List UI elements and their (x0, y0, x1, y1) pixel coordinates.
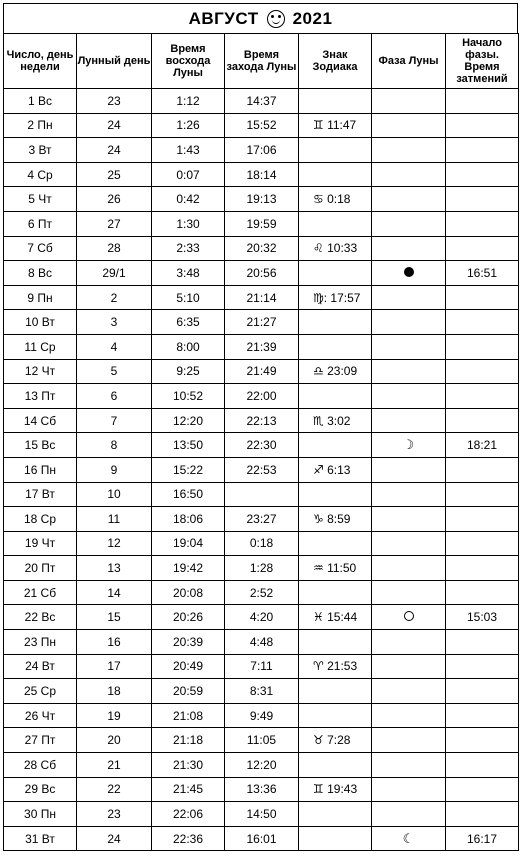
table-row (4, 531, 519, 556)
lunar-day-cell: 9 (77, 457, 152, 482)
date-cell: 12 Чт (4, 359, 77, 384)
phase-time-cell (446, 802, 519, 827)
phase-cell (372, 359, 446, 384)
lunar-day-cell: 26 (77, 187, 152, 212)
header-phase: Фаза Луны (372, 34, 446, 89)
date-cell: 23 Пн (4, 630, 77, 655)
date-cell: 17 Вт (4, 482, 77, 507)
date-cell: 30 Пн (4, 802, 77, 827)
moon-face-icon (267, 10, 285, 28)
zodiac-cell (299, 384, 372, 409)
table-row (4, 310, 519, 335)
phase-cell (372, 138, 446, 163)
lunar-day-cell: 23 (77, 802, 152, 827)
date-cell: 9 Пн (4, 285, 77, 310)
moonset-cell: 20:32 (225, 236, 299, 261)
moonrise-cell: 16:50 (152, 482, 225, 507)
phase-time-cell (446, 753, 519, 778)
table-row (4, 113, 519, 138)
moonrise-cell: 10:52 (152, 384, 225, 409)
lunar-day-cell: 8 (77, 433, 152, 458)
phase-time-cell (446, 531, 519, 556)
phase-cell (372, 113, 446, 138)
lunar-day-cell: 27 (77, 211, 152, 236)
moonset-cell: 20:56 (225, 261, 299, 286)
moonrise-cell: 1:30 (152, 211, 225, 236)
date-cell: 2 Пн (4, 113, 77, 138)
table-row (4, 826, 519, 851)
phase-cell (372, 630, 446, 655)
phase-cell (372, 482, 446, 507)
zodiac-cell: ♓ 15:44 (299, 605, 372, 630)
zodiac-cell: ♊ 11:47 (299, 113, 372, 138)
date-cell: 31 Вт (4, 826, 77, 851)
zodiac-cell (299, 802, 372, 827)
zodiac-cell: ♊ 19:43 (299, 777, 372, 802)
moonset-cell: 7:11 (225, 654, 299, 679)
header-moonset: Время захода Луны (225, 34, 299, 89)
table-row (4, 802, 519, 827)
moonset-cell: 1:28 (225, 556, 299, 581)
phase-time-cell (446, 654, 519, 679)
moonrise-cell: 20:08 (152, 580, 225, 605)
zodiac-cell (299, 334, 372, 359)
table-row (4, 384, 519, 409)
moonrise-cell: 22:36 (152, 826, 225, 851)
lunar-day-cell: 5 (77, 359, 152, 384)
phase-cell (372, 580, 446, 605)
lunar-day-cell: 15 (77, 605, 152, 630)
moonrise-cell: 2:33 (152, 236, 225, 261)
date-cell: 6 Пт (4, 211, 77, 236)
moonset-cell: 19:13 (225, 187, 299, 212)
moonset-cell: 13:36 (225, 777, 299, 802)
moonset-cell: 2:52 (225, 580, 299, 605)
phase-time-cell (446, 89, 519, 114)
zodiac-cell (299, 753, 372, 778)
moonset-cell: 21:14 (225, 285, 299, 310)
table-row (4, 334, 519, 359)
date-cell: 8 Вс (4, 261, 77, 286)
moonrise-cell: 8:00 (152, 334, 225, 359)
header-zodiac: Знак Зодиака (299, 34, 372, 89)
phase-time-cell (446, 482, 519, 507)
phase-time-cell (446, 728, 519, 753)
moonset-cell: 23:27 (225, 507, 299, 532)
lunar-calendar (3, 3, 518, 851)
first-quarter-moon-icon: ☽ (402, 437, 415, 453)
date-cell: 18 Ср (4, 507, 77, 532)
phase-cell (372, 408, 446, 433)
date-cell: 21 Сб (4, 580, 77, 605)
phase-cell (372, 753, 446, 778)
zodiac-cell (299, 162, 372, 187)
table-row (4, 507, 519, 532)
table-row (4, 359, 519, 384)
phase-cell (372, 89, 446, 114)
date-cell: 24 Вт (4, 654, 77, 679)
zodiac-cell (299, 261, 372, 286)
phase-cell (372, 334, 446, 359)
date-cell: 22 Вс (4, 605, 77, 630)
table-row (4, 285, 519, 310)
zodiac-cell: ♑ 8:59 (299, 507, 372, 532)
date-cell: 1 Вс (4, 89, 77, 114)
moonset-cell: 8:31 (225, 679, 299, 704)
header-lunar-day: Лунный день (77, 34, 152, 89)
phase-time-cell (446, 556, 519, 581)
phase-cell (372, 507, 446, 532)
phase-time-cell (446, 703, 519, 728)
moonset-cell: 22:30 (225, 433, 299, 458)
phase-time-cell (446, 777, 519, 802)
phase-time-cell: 15:03 (446, 605, 519, 630)
moonset-cell: 14:50 (225, 802, 299, 827)
zodiac-cell (299, 138, 372, 163)
date-cell: 25 Ср (4, 679, 77, 704)
moonset-cell: 4:48 (225, 630, 299, 655)
moonset-cell: 12:20 (225, 753, 299, 778)
header-row (4, 34, 519, 89)
lunar-table (3, 33, 519, 851)
moonset-cell: 19:59 (225, 211, 299, 236)
moonrise-cell: 1:43 (152, 138, 225, 163)
phase-cell (372, 187, 446, 212)
zodiac-cell: ♉ 7:28 (299, 728, 372, 753)
phase-time-cell (446, 580, 519, 605)
table-row (4, 211, 519, 236)
lunar-day-cell: 3 (77, 310, 152, 335)
month-label: АВГУСТ (188, 8, 259, 28)
lunar-day-cell: 24 (77, 138, 152, 163)
table-row (4, 261, 519, 286)
moonset-cell: 0:18 (225, 531, 299, 556)
phase-cell (372, 384, 446, 409)
zodiac-cell: ♏ 3:02 (299, 408, 372, 433)
moonset-cell: 9:49 (225, 703, 299, 728)
date-cell: 10 Вт (4, 310, 77, 335)
table-row (4, 630, 519, 655)
moonset-cell: 16:01 (225, 826, 299, 851)
full-moon-icon (404, 611, 414, 621)
header-date: Число, день недели (4, 34, 77, 89)
date-cell: 5 Чт (4, 187, 77, 212)
phase-time-cell: 18:21 (446, 433, 519, 458)
moonrise-cell: 12:20 (152, 408, 225, 433)
phase-cell (372, 162, 446, 187)
zodiac-cell: ♋ 0:18 (299, 187, 372, 212)
table-row (4, 482, 519, 507)
zodiac-cell (299, 826, 372, 851)
table-row (4, 433, 519, 458)
table-row (4, 236, 519, 261)
moonset-cell: 11:05 (225, 728, 299, 753)
date-cell: 29 Вс (4, 777, 77, 802)
moonrise-cell: 18:06 (152, 507, 225, 532)
phase-time-cell (446, 457, 519, 482)
lunar-day-cell: 6 (77, 384, 152, 409)
lunar-day-cell: 17 (77, 654, 152, 679)
header-moonrise: Время восхода Луны (152, 34, 225, 89)
moonset-cell: 15:52 (225, 113, 299, 138)
table-row (4, 753, 519, 778)
moonset-cell: 22:53 (225, 457, 299, 482)
table-row (4, 162, 519, 187)
phase-cell (372, 826, 446, 851)
moonrise-cell: 20:59 (152, 679, 225, 704)
moonrise-cell: 9:25 (152, 359, 225, 384)
phase-cell (372, 605, 446, 630)
lunar-day-cell: 19 (77, 703, 152, 728)
new-moon-icon (404, 267, 414, 277)
moonrise-cell: 21:30 (152, 753, 225, 778)
zodiac-cell (299, 89, 372, 114)
date-cell: 7 Сб (4, 236, 77, 261)
phase-cell (372, 802, 446, 827)
zodiac-cell (299, 531, 372, 556)
phase-cell (372, 654, 446, 679)
lunar-day-cell: 16 (77, 630, 152, 655)
phase-cell (372, 433, 446, 458)
zodiac-cell (299, 310, 372, 335)
moonset-cell: 22:00 (225, 384, 299, 409)
zodiac-cell (299, 630, 372, 655)
lunar-day-cell: 14 (77, 580, 152, 605)
moonset-cell: 17:06 (225, 138, 299, 163)
date-cell: 19 Чт (4, 531, 77, 556)
moonset-cell: 4:20 (225, 605, 299, 630)
phase-cell (372, 211, 446, 236)
moonrise-cell: 19:04 (152, 531, 225, 556)
phase-cell (372, 679, 446, 704)
lunar-day-cell: 7 (77, 408, 152, 433)
lunar-day-cell: 29/1 (77, 261, 152, 286)
phase-time-cell (446, 162, 519, 187)
moonrise-cell: 6:35 (152, 310, 225, 335)
table-row (4, 408, 519, 433)
lunar-day-cell: 20 (77, 728, 152, 753)
zodiac-cell (299, 679, 372, 704)
moonset-cell: 21:49 (225, 359, 299, 384)
moonset-cell: 18:14 (225, 162, 299, 187)
date-cell: 13 Пт (4, 384, 77, 409)
lunar-day-cell: 22 (77, 777, 152, 802)
date-cell: 28 Сб (4, 753, 77, 778)
zodiac-cell (299, 580, 372, 605)
date-cell: 4 Ср (4, 162, 77, 187)
lunar-day-cell: 23 (77, 89, 152, 114)
moonrise-cell: 5:10 (152, 285, 225, 310)
zodiac-cell: ♎ 23:09 (299, 359, 372, 384)
zodiac-cell (299, 482, 372, 507)
phase-cell (372, 703, 446, 728)
header-phase-time: Начало фазы. Время затмений (446, 34, 519, 89)
lunar-day-cell: 25 (77, 162, 152, 187)
lunar-day-cell: 21 (77, 753, 152, 778)
phase-time-cell (446, 384, 519, 409)
date-cell: 26 Чт (4, 703, 77, 728)
moonset-cell: 22:13 (225, 408, 299, 433)
lunar-day-cell: 28 (77, 236, 152, 261)
year-label: 2021 (292, 8, 333, 28)
lunar-day-cell: 24 (77, 826, 152, 851)
moonrise-cell: 13:50 (152, 433, 225, 458)
phase-time-cell (446, 236, 519, 261)
phase-cell (372, 531, 446, 556)
phase-time-cell: 16:51 (446, 261, 519, 286)
table-row (4, 556, 519, 581)
phase-time-cell (446, 408, 519, 433)
moonrise-cell: 3:48 (152, 261, 225, 286)
phase-time-cell (446, 334, 519, 359)
table-row (4, 777, 519, 802)
table-row (4, 457, 519, 482)
phase-cell (372, 285, 446, 310)
lunar-day-cell: 10 (77, 482, 152, 507)
calendar-title (3, 3, 518, 33)
moonrise-cell: 0:42 (152, 187, 225, 212)
moonrise-cell: 19:42 (152, 556, 225, 581)
phase-time-cell (446, 113, 519, 138)
lunar-day-cell: 4 (77, 334, 152, 359)
moonrise-cell: 1:26 (152, 113, 225, 138)
phase-time-cell (446, 630, 519, 655)
moonrise-cell: 21:18 (152, 728, 225, 753)
table-row (4, 187, 519, 212)
date-cell: 3 Вт (4, 138, 77, 163)
phase-time-cell (446, 211, 519, 236)
zodiac-cell (299, 433, 372, 458)
table-row (4, 679, 519, 704)
moonset-cell: 21:39 (225, 334, 299, 359)
table-row (4, 703, 519, 728)
table-row (4, 580, 519, 605)
phase-time-cell (446, 359, 519, 384)
moonrise-cell: 20:26 (152, 605, 225, 630)
phase-time-cell (446, 187, 519, 212)
table-row (4, 89, 519, 114)
zodiac-cell: ♈ 21:53 (299, 654, 372, 679)
moonset-cell: 14:37 (225, 89, 299, 114)
phase-cell (372, 777, 446, 802)
phase-time-cell (446, 138, 519, 163)
date-cell: 27 Пт (4, 728, 77, 753)
phase-time-cell: 16:17 (446, 826, 519, 851)
phase-cell (372, 556, 446, 581)
zodiac-cell: ♍: 17:57 (299, 285, 372, 310)
phase-cell (372, 728, 446, 753)
table-row (4, 605, 519, 630)
moonrise-cell: 0:07 (152, 162, 225, 187)
moonrise-cell: 21:08 (152, 703, 225, 728)
moonset-cell: 21:27 (225, 310, 299, 335)
moonrise-cell: 15:22 (152, 457, 225, 482)
phase-cell (372, 261, 446, 286)
lunar-day-cell: 24 (77, 113, 152, 138)
lunar-day-cell: 13 (77, 556, 152, 581)
date-cell: 14 Сб (4, 408, 77, 433)
moonrise-cell: 21:45 (152, 777, 225, 802)
phase-time-cell (446, 310, 519, 335)
lunar-day-cell: 12 (77, 531, 152, 556)
lunar-day-cell: 2 (77, 285, 152, 310)
zodiac-cell: ♒ 11:50 (299, 556, 372, 581)
table-row (4, 138, 519, 163)
phase-cell (372, 236, 446, 261)
phase-time-cell (446, 679, 519, 704)
lunar-day-cell: 11 (77, 507, 152, 532)
moonrise-cell: 1:12 (152, 89, 225, 114)
date-cell: 11 Ср (4, 334, 77, 359)
phase-cell (372, 457, 446, 482)
moonrise-cell: 20:49 (152, 654, 225, 679)
phase-time-cell (446, 507, 519, 532)
date-cell: 20 Пт (4, 556, 77, 581)
table-body (4, 89, 519, 851)
phase-time-cell (446, 285, 519, 310)
table-row (4, 654, 519, 679)
zodiac-cell (299, 211, 372, 236)
date-cell: 15 Вс (4, 433, 77, 458)
zodiac-cell: ♌ 10:33 (299, 236, 372, 261)
moonset-cell (225, 482, 299, 507)
table-row (4, 728, 519, 753)
zodiac-cell: ♐ 6:13 (299, 457, 372, 482)
zodiac-cell (299, 703, 372, 728)
phase-cell (372, 310, 446, 335)
last-quarter-moon-icon: ☾ (402, 830, 415, 846)
moonrise-cell: 22:06 (152, 802, 225, 827)
date-cell: 16 Пн (4, 457, 77, 482)
lunar-day-cell: 18 (77, 679, 152, 704)
moonrise-cell: 20:39 (152, 630, 225, 655)
